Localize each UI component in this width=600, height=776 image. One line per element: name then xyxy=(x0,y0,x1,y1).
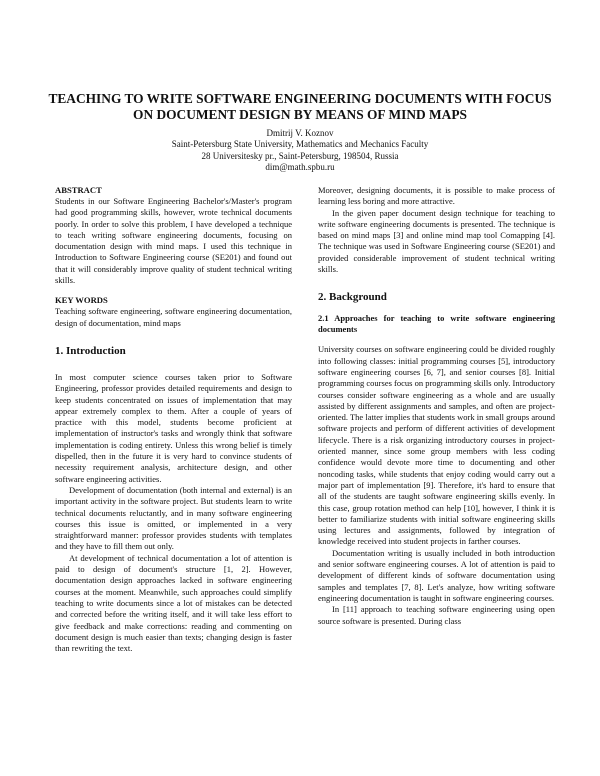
background-paragraph-2: Documentation writing is usually included in both introduction and senior software engineering courses. A lot of attention is paid to development of different kinds of software documentation using samples and templates [7, 8]. Let's analyze, how writing software engineering documentation is taught in software engineering courses. xyxy=(318,547,555,603)
introduction-paragraph-1: In most computer science courses taken prior to Software Engineering, professor provides detailed requirements and design to keep students concentrated on issues of implementation that may appear extremely complex to them. After a couple of years of practice with this model, students become proficient at implementation of instructor's tasks and wrongly think that software implementation is coding entirety. Unless this wrong belief is timely dispelled, then in the future it is very hard to convince students of necessity requirement analysis, architecture design, and other software engineering activities. xyxy=(55,371,292,484)
author-email: dim@math.spbu.ru xyxy=(265,162,335,173)
abstract-text: Students in our Software Engineering Bachelor's/Master's program had good programming skills, however, wrote technical documents poorly. In order to solve this problem, I have developed a technique to teach writing software engineering documents, focusing on documentation design with mind maps. I used this technique in Introduction to Software Engineering course (SE201) and found out that it will considerably improve quality of student technical writing skills. xyxy=(55,196,292,286)
author-block xyxy=(80,128,520,174)
intro-summary-paragraph: In the given paper document design technique for teaching to write software engineering documents is presented. The technique is based on mind maps [3] and online mind map tool Comapping [4]. The technique was used in Software Engineering course (SE201) and provided considerable improvement of student technical writing skills. xyxy=(318,207,555,275)
abstract-heading: ABSTRACT xyxy=(55,185,102,195)
introduction-paragraph-2: Development of documentation (both internal and external) is an important activity in the software project. But students learn to write technical documents reluctantly, and in many software engineering courses this issue is omitted, or implemented in a very straightforward manner: professor provides students with templates and they have to fill them out only. xyxy=(55,484,292,552)
background-heading: 2. Background xyxy=(318,291,387,304)
author-name: Dmitrij V. Koznov xyxy=(266,128,334,138)
intro-continued-paragraph: Moreover, designing documents, it is possible to make process of learning less boring and more attractive. xyxy=(318,185,555,207)
author-address: 28 Universitesky pr., Saint-Petersburg, 198504, Russia xyxy=(201,150,399,161)
background-paragraph-1: University courses on software engineering could be divided roughly into following classes: initial programming courses [5], introductory software engineering courses [6, 7], and senior courses [8]. Initial programming courses focus on programming skills only. Introductory courses consider software engineering as a whole and are usually assisted by different assignments and samples, and often are project-oriented. The latter implies that students work in small groups around software projects and perform of different activities of development lifecycle. There is a risk organizing introductory courses in project-oriented manner, since some group members with less coding confidence would devote more time to documenting and other noncoding tasks, while students that enjoy coding would carry out a major part of implementation [9]. Therefore, it's hard to ensure that all of the students are taught software engineering skills evenly. In this case, group rotation method can help [10], however, I think it is better to familiarize students with initial software engineering skills using lectures and assignments, followed by integration of knowledge received into student projects in farther courses. xyxy=(318,344,555,547)
right-column xyxy=(318,185,555,627)
subsection-heading: 2.1 Approaches for teaching to write software engineering documents xyxy=(318,313,555,335)
paper-title: TEACHING TO WRITE SOFTWARE ENGINEERING DOCUMENTS WITH FOCUS ON DOCUMENT DESIGN BY MEANS OF MIND MAPS xyxy=(48,91,552,122)
introduction-heading: 1. Introduction xyxy=(55,344,126,357)
left-column xyxy=(55,185,292,654)
background-paragraph-3: In [11] approach to teaching software engineering using open source software is presented. During class xyxy=(318,604,555,626)
keywords-heading: KEY WORDS xyxy=(55,295,108,306)
keywords-text: Teaching software engineering, software engineering documentation, design of documentation, mind maps xyxy=(55,306,292,328)
author-affiliation: Saint-Petersburg State University, Mathematics and Mechanics Faculty xyxy=(171,139,429,150)
introduction-paragraph-3: At development of technical documentation a lot of attention is paid to design of document's structure [1, 2]. However, documentation design approaches lacked in software engineering courses at the moment. Meanwhile, such approaches could simplify teaching to write documents since a lot of mistakes can be detected and corrected before the writing itself, and it will take less effort to give feedback and make corrections: reading and commenting on document design is much easier than texts; changing design is faster than rewriting the text. xyxy=(55,552,292,654)
